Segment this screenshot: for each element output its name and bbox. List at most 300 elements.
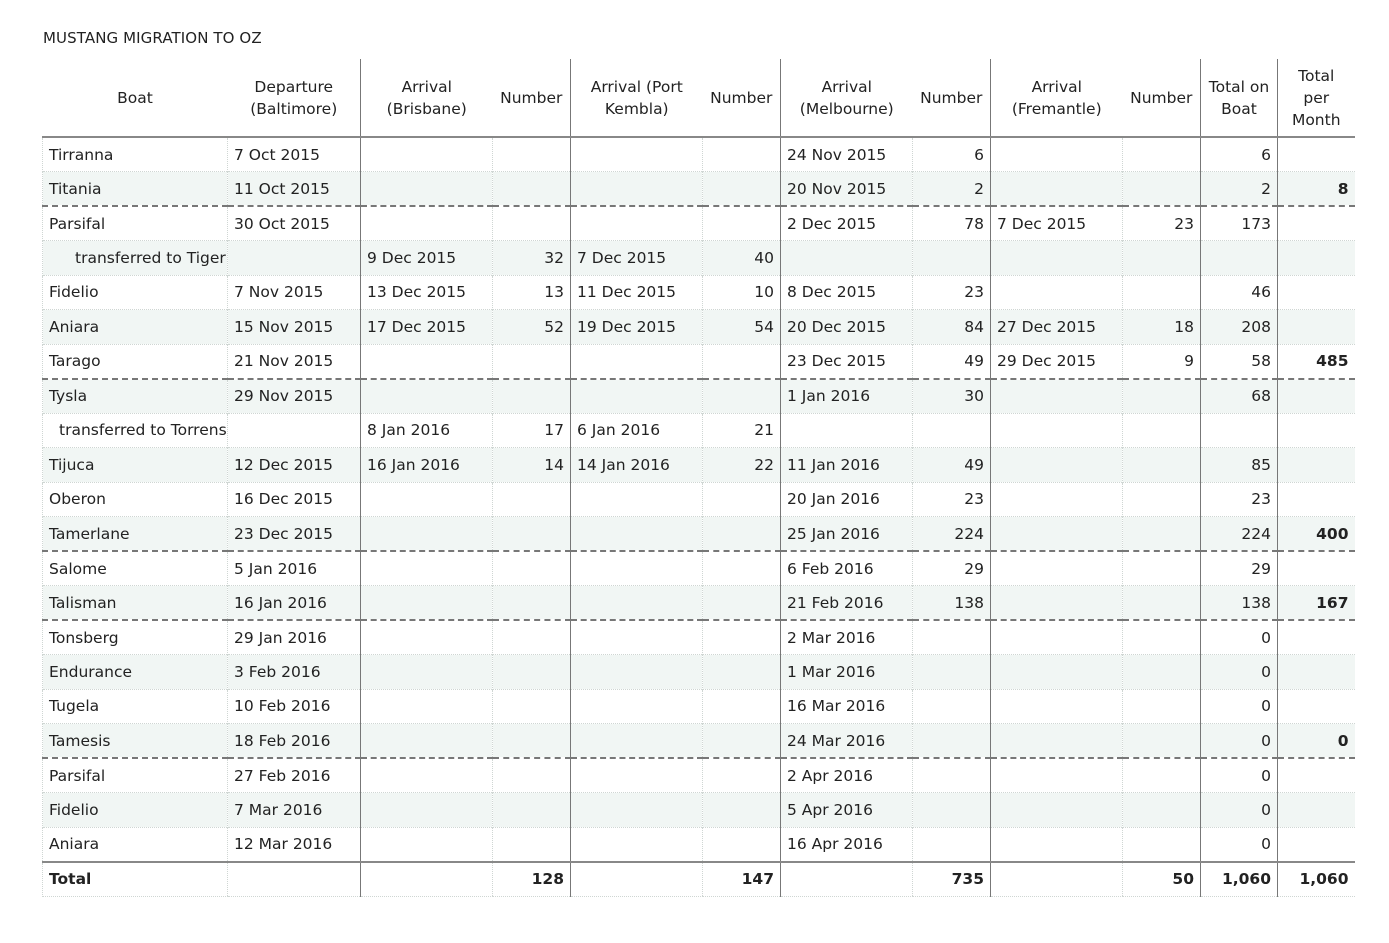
cell-brisbane-number <box>493 344 571 379</box>
cell-brisbane-arrival <box>361 551 493 586</box>
table-row <box>43 448 1355 483</box>
cell-melbourne-number: 2 <box>913 172 991 207</box>
cell-melbourne-number: 224 <box>913 517 991 552</box>
cell-melbourne-number: 23 <box>913 275 991 310</box>
cell-total-on-boat <box>1201 241 1278 276</box>
cell-boat: Parsifal <box>43 758 228 793</box>
table-row <box>43 137 1355 172</box>
cell-port-kembla-arrival <box>571 724 703 759</box>
cell-port-kembla-arrival <box>571 758 703 793</box>
cell-melbourne-number <box>913 724 991 759</box>
total-total-per-month: 1,060 <box>1278 862 1355 897</box>
cell-melbourne-number <box>913 620 991 655</box>
cell-total-on-boat: 68 <box>1201 379 1278 414</box>
table-row <box>43 724 1355 759</box>
cell-melbourne-number: 138 <box>913 586 991 621</box>
cell-port-kembla-number <box>703 758 781 793</box>
table-title: MUSTANG MIGRATION TO OZ <box>43 29 262 47</box>
cell-total-per-month: 0 <box>1278 724 1355 759</box>
cell-brisbane-number <box>493 482 571 517</box>
cell-melbourne-arrival: 2 Dec 2015 <box>781 206 913 241</box>
cell-total-on-boat: 58 <box>1201 344 1278 379</box>
cell-brisbane-arrival <box>361 344 493 379</box>
column-header-total-on-boat: Total on Boat <box>1201 59 1278 137</box>
cell-melbourne-number <box>913 827 991 862</box>
cell-port-kembla-number: 22 <box>703 448 781 483</box>
column-header-fremantle-number: Number <box>1123 59 1201 137</box>
cell-brisbane-number <box>493 586 571 621</box>
table-row <box>43 413 1355 448</box>
table-row <box>43 172 1355 207</box>
cell-total-on-boat: 0 <box>1201 620 1278 655</box>
table-row <box>43 379 1355 414</box>
table-row <box>43 793 1355 828</box>
cell-departure: 30 Oct 2015 <box>228 206 361 241</box>
column-header-departure: Departure (Baltimore) <box>228 59 361 137</box>
cell-port-kembla-number <box>703 206 781 241</box>
cell-brisbane-arrival: 13 Dec 2015 <box>361 275 493 310</box>
total-port-kembla-number: 147 <box>703 862 781 897</box>
cell-melbourne-arrival: 11 Jan 2016 <box>781 448 913 483</box>
cell-fremantle-arrival <box>991 413 1123 448</box>
cell-departure: 7 Oct 2015 <box>228 137 361 172</box>
cell-port-kembla-number: 10 <box>703 275 781 310</box>
cell-fremantle-number <box>1123 172 1201 207</box>
cell-departure: 21 Nov 2015 <box>228 344 361 379</box>
cell-brisbane-number <box>493 172 571 207</box>
cell-total-per-month <box>1278 482 1355 517</box>
cell-brisbane-number <box>493 517 571 552</box>
cell-boat: Tysla <box>43 379 228 414</box>
cell-port-kembla-number <box>703 620 781 655</box>
cell-boat: transferred to Torrens <box>43 413 228 448</box>
cell-brisbane-number: 14 <box>493 448 571 483</box>
cell-total-per-month: 8 <box>1278 172 1355 207</box>
cell-boat: Tamerlane <box>43 517 228 552</box>
cell-port-kembla-arrival <box>571 551 703 586</box>
cell-port-kembla-arrival <box>571 793 703 828</box>
cell-departure: 29 Nov 2015 <box>228 379 361 414</box>
column-header-boat: Boat <box>43 59 228 137</box>
cell-port-kembla-arrival <box>571 827 703 862</box>
cell-melbourne-number: 6 <box>913 137 991 172</box>
column-header-fremantle-arrival: Arrival (Fremantle) <box>991 59 1123 137</box>
cell-melbourne-number: 49 <box>913 448 991 483</box>
cell-fremantle-number: 18 <box>1123 310 1201 345</box>
cell-fremantle-number <box>1123 586 1201 621</box>
cell-total-per-month <box>1278 206 1355 241</box>
total-brisbane-arrival <box>361 862 493 897</box>
table-row <box>43 206 1355 241</box>
cell-boat: Fidelio <box>43 275 228 310</box>
cell-total-per-month <box>1278 448 1355 483</box>
cell-total-on-boat: 85 <box>1201 448 1278 483</box>
total-boat: Total <box>43 862 228 897</box>
cell-departure: 3 Feb 2016 <box>228 655 361 690</box>
cell-fremantle-number <box>1123 827 1201 862</box>
cell-brisbane-arrival <box>361 689 493 724</box>
cell-departure: 10 Feb 2016 <box>228 689 361 724</box>
cell-brisbane-arrival: 17 Dec 2015 <box>361 310 493 345</box>
cell-brisbane-arrival <box>361 482 493 517</box>
cell-brisbane-number <box>493 793 571 828</box>
cell-fremantle-number <box>1123 448 1201 483</box>
cell-departure: 5 Jan 2016 <box>228 551 361 586</box>
cell-melbourne-number <box>913 241 991 276</box>
cell-total-on-boat: 0 <box>1201 655 1278 690</box>
cell-melbourne-arrival: 20 Nov 2015 <box>781 172 913 207</box>
cell-melbourne-arrival: 2 Mar 2016 <box>781 620 913 655</box>
cell-fremantle-number <box>1123 413 1201 448</box>
cell-total-on-boat: 0 <box>1201 758 1278 793</box>
cell-port-kembla-number <box>703 793 781 828</box>
cell-port-kembla-number <box>703 344 781 379</box>
cell-total-per-month <box>1278 689 1355 724</box>
table-row <box>43 344 1355 379</box>
migration-table <box>42 59 1355 897</box>
cell-melbourne-number: 49 <box>913 344 991 379</box>
total-departure <box>228 862 361 897</box>
cell-brisbane-arrival <box>361 620 493 655</box>
cell-port-kembla-arrival <box>571 344 703 379</box>
cell-departure: 18 Feb 2016 <box>228 724 361 759</box>
cell-total-on-boat: 2 <box>1201 172 1278 207</box>
cell-melbourne-arrival: 25 Jan 2016 <box>781 517 913 552</box>
cell-port-kembla-number: 40 <box>703 241 781 276</box>
cell-melbourne-arrival: 21 Feb 2016 <box>781 586 913 621</box>
cell-melbourne-arrival: 1 Jan 2016 <box>781 379 913 414</box>
cell-brisbane-arrival: 8 Jan 2016 <box>361 413 493 448</box>
cell-fremantle-arrival <box>991 275 1123 310</box>
cell-departure: 15 Nov 2015 <box>228 310 361 345</box>
cell-fremantle-number <box>1123 137 1201 172</box>
cell-brisbane-arrival <box>361 517 493 552</box>
cell-port-kembla-arrival <box>571 517 703 552</box>
cell-total-per-month <box>1278 827 1355 862</box>
cell-departure: 16 Dec 2015 <box>228 482 361 517</box>
cell-total-per-month <box>1278 551 1355 586</box>
cell-fremantle-arrival <box>991 655 1123 690</box>
cell-departure: 29 Jan 2016 <box>228 620 361 655</box>
cell-total-on-boat: 208 <box>1201 310 1278 345</box>
cell-port-kembla-arrival <box>571 482 703 517</box>
header-row <box>43 59 1355 137</box>
cell-port-kembla-arrival: 19 Dec 2015 <box>571 310 703 345</box>
table-footer <box>43 862 1355 897</box>
total-melbourne-arrival <box>781 862 913 897</box>
cell-port-kembla-arrival: 11 Dec 2015 <box>571 275 703 310</box>
cell-fremantle-number <box>1123 379 1201 414</box>
cell-fremantle-number <box>1123 482 1201 517</box>
cell-total-per-month: 485 <box>1278 344 1355 379</box>
cell-fremantle-number <box>1123 241 1201 276</box>
cell-brisbane-number <box>493 758 571 793</box>
cell-port-kembla-number <box>703 689 781 724</box>
table-row <box>43 689 1355 724</box>
cell-boat: Tugela <box>43 689 228 724</box>
cell-fremantle-arrival <box>991 379 1123 414</box>
cell-total-on-boat: 0 <box>1201 793 1278 828</box>
total-total-on-boat: 1,060 <box>1201 862 1278 897</box>
cell-melbourne-number <box>913 655 991 690</box>
cell-melbourne-arrival: 5 Apr 2016 <box>781 793 913 828</box>
cell-port-kembla-number <box>703 655 781 690</box>
cell-brisbane-number <box>493 827 571 862</box>
cell-port-kembla-number <box>703 551 781 586</box>
cell-brisbane-number: 13 <box>493 275 571 310</box>
cell-fremantle-number <box>1123 275 1201 310</box>
cell-brisbane-number <box>493 551 571 586</box>
cell-total-on-boat: 173 <box>1201 206 1278 241</box>
cell-total-per-month <box>1278 275 1355 310</box>
cell-melbourne-arrival <box>781 413 913 448</box>
cell-port-kembla-number: 54 <box>703 310 781 345</box>
cell-port-kembla-number <box>703 586 781 621</box>
cell-departure: 11 Oct 2015 <box>228 172 361 207</box>
cell-fremantle-arrival <box>991 241 1123 276</box>
total-fremantle-arrival <box>991 862 1123 897</box>
cell-brisbane-number <box>493 137 571 172</box>
cell-fremantle-arrival <box>991 724 1123 759</box>
cell-boat: Salome <box>43 551 228 586</box>
cell-brisbane-number <box>493 655 571 690</box>
cell-departure: 7 Mar 2016 <box>228 793 361 828</box>
cell-departure <box>228 241 361 276</box>
cell-brisbane-arrival <box>361 724 493 759</box>
cell-fremantle-arrival <box>991 827 1123 862</box>
cell-total-per-month: 167 <box>1278 586 1355 621</box>
cell-boat: Oberon <box>43 482 228 517</box>
cell-boat: Tarago <box>43 344 228 379</box>
table-row <box>43 517 1355 552</box>
cell-port-kembla-number <box>703 724 781 759</box>
table-row <box>43 586 1355 621</box>
cell-port-kembla-arrival: 14 Jan 2016 <box>571 448 703 483</box>
total-fremantle-number: 50 <box>1123 862 1201 897</box>
cell-departure <box>228 413 361 448</box>
cell-brisbane-number <box>493 206 571 241</box>
table-row <box>43 655 1355 690</box>
cell-total-on-boat: 138 <box>1201 586 1278 621</box>
cell-boat: Endurance <box>43 655 228 690</box>
cell-brisbane-arrival <box>361 655 493 690</box>
cell-port-kembla-number <box>703 137 781 172</box>
cell-total-on-boat <box>1201 413 1278 448</box>
cell-total-on-boat: 0 <box>1201 724 1278 759</box>
cell-melbourne-arrival: 1 Mar 2016 <box>781 655 913 690</box>
cell-melbourne-arrival: 16 Apr 2016 <box>781 827 913 862</box>
cell-fremantle-arrival <box>991 172 1123 207</box>
column-header-melbourne-number: Number <box>913 59 991 137</box>
cell-brisbane-arrival <box>361 793 493 828</box>
cell-port-kembla-arrival: 7 Dec 2015 <box>571 241 703 276</box>
cell-melbourne-arrival: 24 Nov 2015 <box>781 137 913 172</box>
cell-brisbane-arrival <box>361 758 493 793</box>
cell-brisbane-arrival <box>361 586 493 621</box>
cell-port-kembla-arrival <box>571 689 703 724</box>
cell-total-on-boat: 6 <box>1201 137 1278 172</box>
cell-total-per-month <box>1278 310 1355 345</box>
cell-boat: Aniara <box>43 310 228 345</box>
cell-fremantle-number <box>1123 689 1201 724</box>
table-row <box>43 758 1355 793</box>
cell-total-per-month <box>1278 620 1355 655</box>
cell-fremantle-arrival <box>991 586 1123 621</box>
cell-departure: 27 Feb 2016 <box>228 758 361 793</box>
cell-fremantle-number: 9 <box>1123 344 1201 379</box>
cell-fremantle-number <box>1123 758 1201 793</box>
cell-melbourne-number <box>913 758 991 793</box>
cell-port-kembla-number <box>703 482 781 517</box>
cell-fremantle-number <box>1123 793 1201 828</box>
table-row <box>43 310 1355 345</box>
cell-port-kembla-number <box>703 517 781 552</box>
cell-fremantle-number <box>1123 724 1201 759</box>
table-row <box>43 551 1355 586</box>
cell-departure: 16 Jan 2016 <box>228 586 361 621</box>
cell-departure: 23 Dec 2015 <box>228 517 361 552</box>
cell-total-on-boat: 0 <box>1201 689 1278 724</box>
cell-port-kembla-number <box>703 827 781 862</box>
cell-fremantle-number <box>1123 620 1201 655</box>
cell-fremantle-arrival <box>991 793 1123 828</box>
table-row <box>43 241 1355 276</box>
cell-total-on-boat: 224 <box>1201 517 1278 552</box>
cell-fremantle-arrival <box>991 482 1123 517</box>
cell-fremantle-arrival: 27 Dec 2015 <box>991 310 1123 345</box>
cell-fremantle-number <box>1123 517 1201 552</box>
cell-total-per-month <box>1278 413 1355 448</box>
cell-melbourne-number <box>913 413 991 448</box>
cell-boat: Titania <box>43 172 228 207</box>
cell-brisbane-number: 32 <box>493 241 571 276</box>
cell-melbourne-number <box>913 689 991 724</box>
cell-departure: 7 Nov 2015 <box>228 275 361 310</box>
table-body <box>43 137 1355 862</box>
column-header-brisbane-number: Number <box>493 59 571 137</box>
cell-port-kembla-arrival <box>571 137 703 172</box>
cell-port-kembla-number <box>703 379 781 414</box>
cell-total-on-boat: 29 <box>1201 551 1278 586</box>
cell-fremantle-number <box>1123 655 1201 690</box>
column-header-port-kembla-arrival: Arrival (Port Kembla) <box>571 59 703 137</box>
cell-melbourne-number: 78 <box>913 206 991 241</box>
cell-brisbane-arrival <box>361 827 493 862</box>
cell-boat: Tirranna <box>43 137 228 172</box>
cell-fremantle-number <box>1123 551 1201 586</box>
cell-brisbane-number <box>493 689 571 724</box>
cell-fremantle-arrival <box>991 551 1123 586</box>
cell-port-kembla-arrival <box>571 586 703 621</box>
table-row <box>43 827 1355 862</box>
cell-boat: Parsifal <box>43 206 228 241</box>
cell-fremantle-arrival <box>991 620 1123 655</box>
cell-melbourne-number: 29 <box>913 551 991 586</box>
cell-boat: Talisman <box>43 586 228 621</box>
cell-brisbane-number: 17 <box>493 413 571 448</box>
total-row <box>43 862 1355 897</box>
cell-total-per-month <box>1278 379 1355 414</box>
column-header-port-kembla-number: Number <box>703 59 781 137</box>
cell-fremantle-arrival <box>991 689 1123 724</box>
cell-melbourne-arrival: 8 Dec 2015 <box>781 275 913 310</box>
total-brisbane-number: 128 <box>493 862 571 897</box>
cell-fremantle-number: 23 <box>1123 206 1201 241</box>
cell-fremantle-arrival <box>991 448 1123 483</box>
cell-boat: transferred to Tiger <box>43 241 228 276</box>
table-row <box>43 275 1355 310</box>
column-header-melbourne-arrival: Arrival (Melbourne) <box>781 59 913 137</box>
table-row <box>43 482 1355 517</box>
cell-melbourne-number: 23 <box>913 482 991 517</box>
cell-fremantle-arrival <box>991 758 1123 793</box>
cell-port-kembla-arrival <box>571 172 703 207</box>
cell-total-per-month <box>1278 793 1355 828</box>
cell-melbourne-arrival: 23 Dec 2015 <box>781 344 913 379</box>
cell-melbourne-arrival: 2 Apr 2016 <box>781 758 913 793</box>
cell-total-on-boat: 23 <box>1201 482 1278 517</box>
cell-fremantle-arrival <box>991 517 1123 552</box>
cell-total-per-month <box>1278 241 1355 276</box>
cell-brisbane-number <box>493 379 571 414</box>
cell-boat: Aniara <box>43 827 228 862</box>
cell-brisbane-arrival <box>361 206 493 241</box>
cell-melbourne-arrival <box>781 241 913 276</box>
cell-port-kembla-arrival: 6 Jan 2016 <box>571 413 703 448</box>
table-row <box>43 620 1355 655</box>
cell-fremantle-arrival <box>991 137 1123 172</box>
cell-melbourne-number: 84 <box>913 310 991 345</box>
cell-fremantle-arrival: 7 Dec 2015 <box>991 206 1123 241</box>
cell-melbourne-arrival: 16 Mar 2016 <box>781 689 913 724</box>
cell-brisbane-arrival: 9 Dec 2015 <box>361 241 493 276</box>
total-melbourne-number: 735 <box>913 862 991 897</box>
cell-melbourne-arrival: 20 Dec 2015 <box>781 310 913 345</box>
total-port-kembla-arrival <box>571 862 703 897</box>
cell-fremantle-arrival: 29 Dec 2015 <box>991 344 1123 379</box>
table-header <box>43 59 1355 137</box>
cell-port-kembla-number: 21 <box>703 413 781 448</box>
cell-port-kembla-arrival <box>571 206 703 241</box>
cell-brisbane-arrival <box>361 379 493 414</box>
column-header-total-per-month: Total per Month <box>1278 59 1355 137</box>
cell-total-on-boat: 46 <box>1201 275 1278 310</box>
cell-total-per-month <box>1278 758 1355 793</box>
cell-total-per-month <box>1278 137 1355 172</box>
cell-boat: Tamesis <box>43 724 228 759</box>
cell-port-kembla-arrival <box>571 379 703 414</box>
cell-boat: Fidelio <box>43 793 228 828</box>
cell-total-on-boat: 0 <box>1201 827 1278 862</box>
cell-brisbane-arrival: 16 Jan 2016 <box>361 448 493 483</box>
cell-departure: 12 Mar 2016 <box>228 827 361 862</box>
cell-port-kembla-arrival <box>571 655 703 690</box>
cell-brisbane-arrival <box>361 172 493 207</box>
cell-brisbane-arrival <box>361 137 493 172</box>
cell-brisbane-number <box>493 724 571 759</box>
cell-melbourne-arrival: 24 Mar 2016 <box>781 724 913 759</box>
cell-melbourne-number <box>913 793 991 828</box>
cell-brisbane-number <box>493 620 571 655</box>
cell-boat: Tijuca <box>43 448 228 483</box>
cell-brisbane-number: 52 <box>493 310 571 345</box>
cell-port-kembla-number <box>703 172 781 207</box>
cell-total-per-month: 400 <box>1278 517 1355 552</box>
cell-total-per-month <box>1278 655 1355 690</box>
cell-port-kembla-arrival <box>571 620 703 655</box>
cell-melbourne-arrival: 6 Feb 2016 <box>781 551 913 586</box>
cell-melbourne-number: 30 <box>913 379 991 414</box>
